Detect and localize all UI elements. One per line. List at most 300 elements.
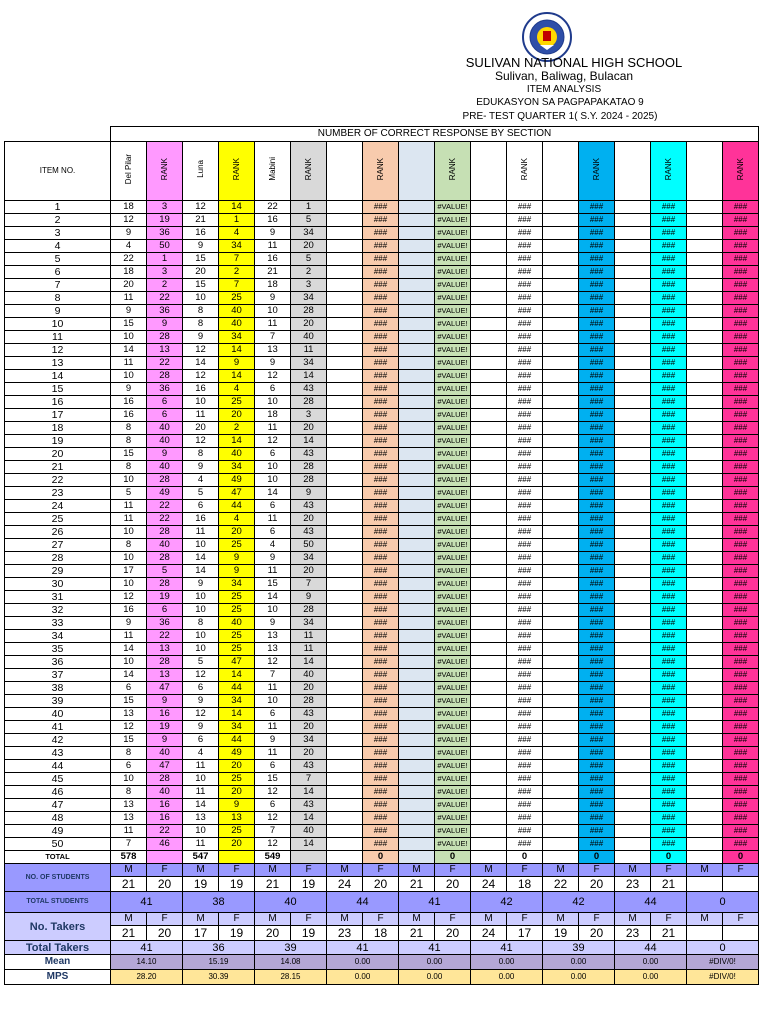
data-cell — [687, 825, 723, 838]
total-cell — [615, 851, 651, 864]
gender-header: F — [219, 864, 255, 877]
data-cell: ### — [363, 539, 399, 552]
gender-header: M — [615, 913, 651, 926]
data-cell — [543, 370, 579, 383]
table-row — [5, 279, 759, 292]
data-cell: 9 — [255, 227, 291, 240]
data-cell: 9 — [255, 357, 291, 370]
data-cell: ### — [507, 539, 543, 552]
total-cell — [291, 851, 327, 864]
data-cell — [327, 214, 363, 227]
data-cell — [327, 344, 363, 357]
data-cell: ### — [507, 396, 543, 409]
table-row — [5, 474, 759, 487]
column-header — [399, 142, 435, 201]
data-cell: 11 — [291, 643, 327, 656]
mean-cell: 0.00 — [327, 955, 399, 970]
data-cell — [543, 253, 579, 266]
data-cell: ### — [363, 240, 399, 253]
data-cell — [327, 708, 363, 721]
takers-count: 19 — [543, 926, 579, 941]
data-cell: 40 — [291, 331, 327, 344]
data-cell — [471, 422, 507, 435]
column-header — [291, 142, 327, 201]
data-cell: ### — [651, 370, 687, 383]
table-row — [5, 396, 759, 409]
data-cell: #VALUE! — [435, 591, 471, 604]
blank-corner — [5, 127, 111, 142]
data-cell — [327, 552, 363, 565]
data-cell: ### — [507, 773, 543, 786]
gender-header: M — [183, 913, 219, 926]
data-cell — [687, 422, 723, 435]
gender-header: F — [651, 864, 687, 877]
data-cell: ### — [579, 539, 615, 552]
data-cell — [399, 370, 435, 383]
data-cell: 14 — [291, 435, 327, 448]
data-cell — [399, 266, 435, 279]
data-cell: #VALUE! — [435, 357, 471, 370]
data-cell: 14 — [291, 786, 327, 799]
data-cell: ### — [363, 422, 399, 435]
item-number: 29 — [5, 565, 111, 578]
gender-header: M — [687, 913, 723, 926]
data-cell: ### — [579, 279, 615, 292]
data-cell: 43 — [291, 799, 327, 812]
data-cell — [615, 604, 651, 617]
data-cell: 4 — [219, 513, 255, 526]
data-cell: 16 — [183, 513, 219, 526]
data-cell — [543, 695, 579, 708]
total-students-cell: 42 — [471, 892, 543, 913]
gender-header: F — [435, 864, 471, 877]
data-cell: 7 — [255, 825, 291, 838]
data-cell: 34 — [219, 721, 255, 734]
data-cell — [615, 656, 651, 669]
data-cell: ### — [723, 214, 759, 227]
data-cell: 8 — [111, 435, 147, 448]
table-row — [5, 526, 759, 539]
total-students-cell: 42 — [543, 892, 615, 913]
total-students-cell: 44 — [615, 892, 687, 913]
data-cell — [687, 773, 723, 786]
data-cell — [687, 812, 723, 825]
table-row — [5, 240, 759, 253]
data-cell: 40 — [219, 318, 255, 331]
data-cell: 5 — [147, 565, 183, 578]
item-no-header: ITEM NO. — [5, 142, 111, 201]
data-cell — [615, 487, 651, 500]
table-row — [5, 214, 759, 227]
data-cell: ### — [363, 227, 399, 240]
data-cell: 18 — [111, 201, 147, 214]
data-cell — [327, 461, 363, 474]
data-cell: 9 — [111, 383, 147, 396]
data-cell: 11 — [111, 292, 147, 305]
data-cell: ### — [363, 266, 399, 279]
data-cell: 10 — [183, 591, 219, 604]
data-cell — [543, 578, 579, 591]
students-count: 19 — [183, 877, 219, 892]
takers-count: 21 — [111, 926, 147, 941]
data-cell: ### — [723, 630, 759, 643]
data-cell: #VALUE! — [435, 344, 471, 357]
students-count: 21 — [255, 877, 291, 892]
data-cell: 14 — [111, 643, 147, 656]
gender-header: F — [651, 913, 687, 926]
data-cell: ### — [363, 721, 399, 734]
data-cell: 14 — [111, 344, 147, 357]
data-cell — [471, 513, 507, 526]
item-number: 48 — [5, 812, 111, 825]
total-cell — [543, 851, 579, 864]
item-number: 38 — [5, 682, 111, 695]
mean-cell: #DIV/0! — [687, 955, 759, 970]
data-cell: 7 — [255, 331, 291, 344]
data-cell: ### — [651, 825, 687, 838]
data-cell: #VALUE! — [435, 747, 471, 760]
data-cell: 12 — [255, 812, 291, 825]
item-number: 6 — [5, 266, 111, 279]
data-cell — [327, 370, 363, 383]
data-cell — [615, 500, 651, 513]
data-cell: ### — [507, 682, 543, 695]
data-cell — [543, 604, 579, 617]
data-cell: 8 — [183, 448, 219, 461]
data-cell: ### — [363, 487, 399, 500]
data-cell — [615, 253, 651, 266]
data-cell: 28 — [291, 604, 327, 617]
data-cell: ### — [651, 227, 687, 240]
data-cell — [327, 825, 363, 838]
data-cell — [327, 500, 363, 513]
data-cell: 4 — [219, 383, 255, 396]
column-header — [723, 142, 759, 201]
data-cell: #VALUE! — [435, 370, 471, 383]
data-cell: 2 — [291, 266, 327, 279]
column-header — [651, 142, 687, 201]
data-cell: 4 — [219, 227, 255, 240]
students-count: 21 — [399, 877, 435, 892]
data-cell: 9 — [255, 617, 291, 630]
data-cell — [687, 513, 723, 526]
data-cell — [687, 253, 723, 266]
total-cell: 547 — [183, 851, 219, 864]
data-cell — [471, 370, 507, 383]
data-cell: 14 — [291, 812, 327, 825]
mps-cell: 0.00 — [399, 970, 471, 985]
data-cell: ### — [651, 461, 687, 474]
data-cell: 2 — [219, 266, 255, 279]
mean-cell: 0.00 — [615, 955, 687, 970]
data-cell: 5 — [183, 656, 219, 669]
data-cell: ### — [363, 370, 399, 383]
data-cell — [687, 591, 723, 604]
mps-cell: 28.20 — [111, 970, 183, 985]
data-cell: 20 — [291, 682, 327, 695]
data-cell: #VALUE! — [435, 409, 471, 422]
data-cell — [399, 383, 435, 396]
item-number: 17 — [5, 409, 111, 422]
data-cell: 20 — [291, 422, 327, 435]
data-cell: ### — [579, 812, 615, 825]
table-row — [5, 825, 759, 838]
table-row — [5, 786, 759, 799]
column-header-label: Del Pilar — [123, 153, 133, 185]
gender-header: M — [471, 864, 507, 877]
data-cell: ### — [579, 643, 615, 656]
data-cell: 49 — [147, 487, 183, 500]
data-cell: ### — [507, 669, 543, 682]
data-cell: 28 — [147, 331, 183, 344]
data-cell: 25 — [219, 825, 255, 838]
gender-header: F — [507, 913, 543, 926]
data-cell: ### — [579, 565, 615, 578]
data-cell: #VALUE! — [435, 617, 471, 630]
data-cell: ### — [723, 448, 759, 461]
data-cell: ### — [723, 435, 759, 448]
data-cell: 13 — [147, 344, 183, 357]
data-cell: 9 — [255, 552, 291, 565]
data-cell: ### — [651, 656, 687, 669]
mps-cell: 0.00 — [543, 970, 615, 985]
data-cell — [687, 760, 723, 773]
data-cell — [327, 760, 363, 773]
data-cell: #VALUE! — [435, 708, 471, 721]
data-cell — [615, 474, 651, 487]
data-cell: 11 — [183, 838, 219, 851]
data-cell: #VALUE! — [435, 539, 471, 552]
takers-count: 17 — [507, 926, 543, 941]
data-cell: #VALUE! — [435, 721, 471, 734]
table-row — [5, 370, 759, 383]
table-row — [5, 838, 759, 851]
data-cell — [471, 617, 507, 630]
table-row — [5, 617, 759, 630]
data-cell — [327, 474, 363, 487]
data-cell — [327, 591, 363, 604]
data-cell: ### — [363, 734, 399, 747]
data-cell — [399, 201, 435, 214]
data-cell — [399, 747, 435, 760]
data-cell — [327, 448, 363, 461]
column-header-label: RANK — [591, 157, 601, 181]
data-cell: 44 — [219, 734, 255, 747]
data-cell: 7 — [219, 279, 255, 292]
data-cell: ### — [723, 526, 759, 539]
data-cell: ### — [579, 305, 615, 318]
data-cell — [615, 526, 651, 539]
data-cell — [615, 201, 651, 214]
table-row — [5, 227, 759, 240]
data-cell: ### — [651, 435, 687, 448]
data-cell: 36 — [147, 305, 183, 318]
school-name: SULIVAN NATIONAL HIGH SCHOOL — [465, 55, 683, 70]
data-cell — [471, 812, 507, 825]
data-cell — [615, 552, 651, 565]
data-cell: 16 — [111, 604, 147, 617]
data-cell: ### — [507, 292, 543, 305]
data-cell: 40 — [147, 422, 183, 435]
data-cell: 10 — [111, 552, 147, 565]
data-cell: ### — [723, 227, 759, 240]
data-cell: 12 — [111, 721, 147, 734]
data-cell: 7 — [111, 838, 147, 851]
data-cell: 20 — [291, 565, 327, 578]
data-cell: 9 — [147, 448, 183, 461]
data-cell: ### — [363, 604, 399, 617]
data-cell — [687, 357, 723, 370]
mps-cell: 28.15 — [255, 970, 327, 985]
data-cell — [471, 643, 507, 656]
table-row — [5, 266, 759, 279]
data-cell: ### — [723, 708, 759, 721]
data-cell — [687, 630, 723, 643]
gender-header: F — [579, 864, 615, 877]
data-cell: ### — [723, 422, 759, 435]
data-cell — [615, 266, 651, 279]
data-cell: 34 — [291, 227, 327, 240]
data-cell — [687, 682, 723, 695]
mps-cell: 30.39 — [183, 970, 255, 985]
data-cell: ### — [363, 331, 399, 344]
data-cell: 16 — [183, 383, 219, 396]
data-cell — [327, 721, 363, 734]
data-cell: ### — [651, 357, 687, 370]
gender-header: F — [219, 913, 255, 926]
data-cell: 6 — [147, 409, 183, 422]
data-cell: 4 — [183, 474, 219, 487]
data-cell: 11 — [111, 825, 147, 838]
data-cell: 4 — [111, 240, 147, 253]
item-number: 42 — [5, 734, 111, 747]
subject-title: EDUKASYON SA PAGPAPAKATAO 9 — [476, 97, 644, 108]
data-cell: 14 — [219, 708, 255, 721]
data-cell — [327, 630, 363, 643]
item-number: 25 — [5, 513, 111, 526]
total-label: TOTAL — [5, 851, 111, 864]
data-cell: ### — [579, 409, 615, 422]
data-cell: 16 — [183, 227, 219, 240]
data-cell: 15 — [111, 734, 147, 747]
data-cell — [471, 799, 507, 812]
data-cell: ### — [507, 695, 543, 708]
data-cell: ### — [507, 617, 543, 630]
data-cell — [327, 331, 363, 344]
table-row — [5, 344, 759, 357]
data-cell: 43 — [291, 500, 327, 513]
data-cell: #VALUE! — [435, 604, 471, 617]
data-cell — [615, 383, 651, 396]
data-cell: 43 — [291, 708, 327, 721]
data-cell: 20 — [219, 526, 255, 539]
data-cell: ### — [723, 370, 759, 383]
data-cell: ### — [507, 760, 543, 773]
gender-header: F — [363, 864, 399, 877]
data-cell — [543, 500, 579, 513]
data-cell — [471, 565, 507, 578]
data-cell: 6 — [183, 500, 219, 513]
gender-header: F — [291, 913, 327, 926]
data-cell: 7 — [219, 253, 255, 266]
data-cell: 18 — [111, 266, 147, 279]
data-cell: 15 — [111, 448, 147, 461]
data-cell: 3 — [291, 409, 327, 422]
gender-header: M — [399, 864, 435, 877]
data-cell — [399, 565, 435, 578]
data-cell: ### — [507, 201, 543, 214]
table-row — [5, 760, 759, 773]
table-row — [5, 305, 759, 318]
data-cell: ### — [651, 266, 687, 279]
data-cell: 12 — [255, 838, 291, 851]
data-cell: 9 — [147, 695, 183, 708]
data-cell — [615, 565, 651, 578]
data-cell: ### — [363, 344, 399, 357]
data-cell: ### — [363, 643, 399, 656]
data-cell: 50 — [291, 539, 327, 552]
data-cell: 15 — [111, 318, 147, 331]
data-cell: 13 — [255, 630, 291, 643]
total-students-cell: 38 — [183, 892, 255, 913]
table-row — [5, 331, 759, 344]
data-cell: 34 — [291, 292, 327, 305]
data-cell: ### — [723, 240, 759, 253]
data-cell: ### — [579, 721, 615, 734]
data-cell — [399, 708, 435, 721]
data-cell: 6 — [147, 604, 183, 617]
data-cell: 19 — [147, 721, 183, 734]
column-header-label: RANK — [447, 157, 457, 181]
takers-count: 19 — [219, 926, 255, 941]
data-cell — [399, 214, 435, 227]
data-cell: ### — [651, 682, 687, 695]
data-cell: ### — [651, 383, 687, 396]
data-cell — [543, 461, 579, 474]
data-cell — [543, 474, 579, 487]
data-cell: 12 — [255, 656, 291, 669]
data-cell: ### — [579, 734, 615, 747]
data-cell: 6 — [183, 682, 219, 695]
data-cell: 28 — [147, 578, 183, 591]
column-header — [507, 142, 543, 201]
data-cell: ### — [363, 708, 399, 721]
data-cell: ### — [723, 253, 759, 266]
data-cell — [327, 227, 363, 240]
data-cell — [327, 812, 363, 825]
data-cell — [327, 604, 363, 617]
data-cell: ### — [507, 331, 543, 344]
data-cell: 13 — [183, 812, 219, 825]
item-number: 41 — [5, 721, 111, 734]
data-cell — [615, 812, 651, 825]
data-cell: 12 — [111, 591, 147, 604]
data-cell: ### — [651, 526, 687, 539]
data-cell: #VALUE! — [435, 318, 471, 331]
data-cell: ### — [363, 838, 399, 851]
data-cell: 40 — [147, 747, 183, 760]
data-cell: ### — [579, 422, 615, 435]
item-number: 50 — [5, 838, 111, 851]
takers-count: 21 — [651, 926, 687, 941]
data-cell: 9 — [183, 461, 219, 474]
data-cell — [687, 487, 723, 500]
data-cell: ### — [723, 617, 759, 630]
data-cell: ### — [507, 838, 543, 851]
data-cell: 10 — [183, 643, 219, 656]
data-cell — [399, 630, 435, 643]
data-cell — [327, 318, 363, 331]
